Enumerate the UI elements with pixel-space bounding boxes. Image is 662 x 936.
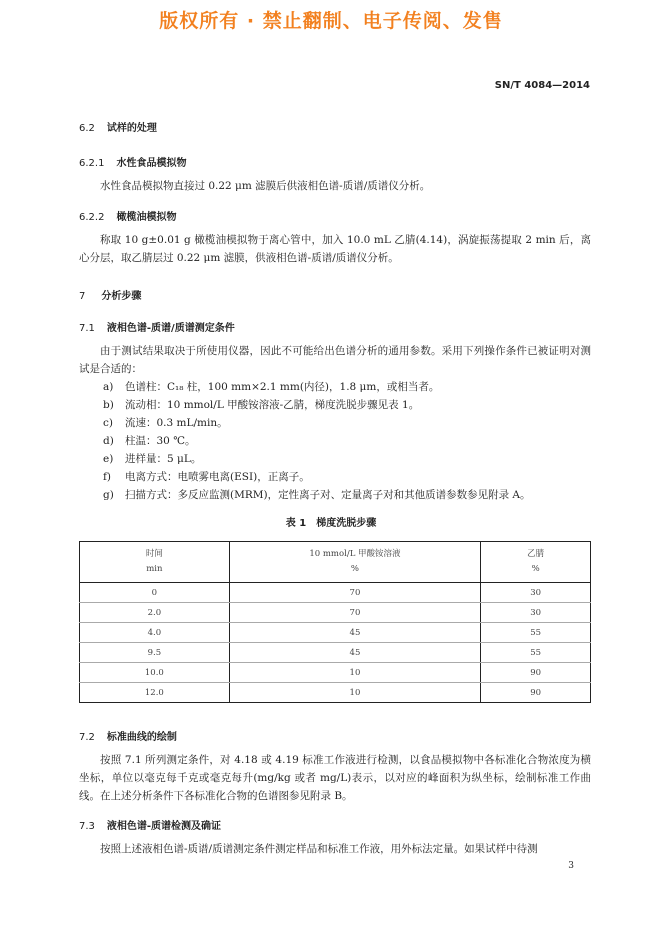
section-6-2-heading <box>79 119 157 134</box>
table-cell: 9.5 <box>80 643 230 663</box>
section-number: 6.2 <box>79 123 95 134</box>
table-cell: 90 <box>481 683 591 703</box>
list-text: 流速：0.3 mL/min。 <box>125 417 228 429</box>
table-cell: 30 <box>481 583 591 603</box>
table-cell: 45 <box>229 623 481 643</box>
table-row <box>80 683 591 703</box>
list-marker: f) <box>103 471 111 483</box>
section-title: 水性食品模拟物 <box>116 158 187 169</box>
section-7-3-heading <box>79 817 221 832</box>
table-cell: 10 <box>229 663 481 683</box>
section-6-2-2-text: 称取 10 g±0.01 g 橄榄油模拟物于离心管中，加入 10.0 mL 乙腈(4.14)，涡旋振荡提取 2 min 后，离心分层，取乙腈层过 0.22 μm 滤膜，供液相色谱-质谱/质谱仪分析。 <box>79 234 591 264</box>
header-unit: % <box>531 564 540 574</box>
section-7-2-text: 按照 7.1 所列测定条件，对 4.18 或 4.19 标准工作液进行检测，以食品模拟物中各标准化合物浓度为横坐标，单位以毫克每千克或毫克每升(mg/kg 或者 mg/L)表示，以对应的峰面积为纵坐标，绘制标准工作曲线。在上述分析条件下各标准化合物的色谱图参见附录 B。 <box>79 754 591 802</box>
table-cell: 45 <box>229 643 481 663</box>
section-number: 6.2.2 <box>79 212 105 223</box>
table-cell: 55 <box>481 643 591 663</box>
table-row <box>80 603 591 623</box>
list-marker: b) <box>103 399 114 411</box>
table-cell: 0 <box>80 583 230 603</box>
list-marker: e) <box>103 453 114 465</box>
header-name: 10 mmol/L 甲酸铵溶液 <box>309 549 401 559</box>
section-title: 液相色谱-质谱/质谱测定条件 <box>106 323 235 334</box>
table-cell: 4.0 <box>80 623 230 643</box>
table-cell: 10 <box>229 683 481 703</box>
list-text: 进样量：5 μL。 <box>125 453 202 465</box>
list-marker: c) <box>103 417 113 429</box>
table-cell: 70 <box>229 603 481 623</box>
section-title: 橄榄油模拟物 <box>116 212 177 223</box>
list-text: 流动相：10 mmol/L 甲酸铵溶液-乙腈，梯度洗脱步骤见表 1。 <box>125 399 420 411</box>
section-7-heading <box>79 287 141 302</box>
table-caption: 表 1 梯度洗脱步骤 <box>285 518 377 529</box>
section-number: 6.2.1 <box>79 158 105 169</box>
table-row <box>80 663 591 683</box>
header-time <box>80 542 230 583</box>
section-number: 7.1 <box>79 323 95 334</box>
list-item <box>103 378 439 396</box>
list-item <box>103 396 419 414</box>
table-row <box>80 643 591 663</box>
section-number: 7 <box>79 291 86 302</box>
section-6-2-1-heading <box>79 154 186 169</box>
table-cell: 10.0 <box>80 663 230 683</box>
table-cell: 55 <box>481 623 591 643</box>
header-ammonium-formate <box>229 542 481 583</box>
table-header-row <box>80 542 591 583</box>
page-number: 3 <box>568 861 574 871</box>
list-item <box>103 486 531 504</box>
table-cell: 70 <box>229 583 481 603</box>
section-7-1-heading <box>79 319 235 334</box>
section-title: 标准曲线的绘制 <box>106 732 177 743</box>
section-6-2-1-text: 水性食品模拟物直接过 0.22 μm 滤膜后供液相色谱-质谱/质谱仪分析。 <box>100 180 431 192</box>
header-name: 乙腈 <box>527 549 545 559</box>
list-text: 柱温：30 ℃。 <box>125 435 196 447</box>
list-marker: d) <box>103 435 114 447</box>
table-row <box>80 583 591 603</box>
list-item <box>103 468 310 486</box>
list-item <box>103 450 201 468</box>
list-marker: g) <box>103 489 114 501</box>
table-cell: 30 <box>481 603 591 623</box>
list-text: 电离方式：电喷雾电离(ESI)，正离子。 <box>125 471 310 483</box>
section-title: 分析步骤 <box>101 291 142 302</box>
section-7-3-text: 按照上述液相色谱-质谱/质谱测定条件测定样品和标准工作液，用外标法定量。如果试样中待测 <box>100 843 538 855</box>
header-unit: % <box>350 564 359 574</box>
section-6-2-2-heading <box>79 208 176 223</box>
header-name: 时间 <box>145 549 163 559</box>
section-title: 试样的处理 <box>106 123 157 134</box>
list-item <box>103 432 195 450</box>
section-number: 7.3 <box>79 821 95 832</box>
gradient-table <box>79 541 591 703</box>
list-text: 扫描方式：多反应监测(MRM)，定性离子对、定量离子对和其他质谱参数参见附录 A。 <box>125 489 531 501</box>
section-title: 液相色谱-质谱检测及确证 <box>106 821 222 832</box>
table-cell: 12.0 <box>80 683 230 703</box>
standard-number: SN/T 4084—2014 <box>494 80 590 91</box>
list-marker: a) <box>103 381 114 393</box>
table-cell: 2.0 <box>80 603 230 623</box>
header-unit: min <box>146 564 163 574</box>
table-row <box>80 623 591 643</box>
section-7-1-text: 由于测试结果取决于所使用仪器，因此不可能给出色谱分析的通用参数。采用下列操作条件已被证明对测试是合适的： <box>79 345 591 375</box>
list-item <box>103 414 228 432</box>
header-acetonitrile <box>481 542 591 583</box>
list-text: 色谱柱：C₁₈ 柱，100 mm×2.1 mm(内径)，1.8 μm，或相当者。 <box>125 381 440 393</box>
section-7-2-heading <box>79 728 177 743</box>
table-cell: 90 <box>481 663 591 683</box>
section-number: 7.2 <box>79 732 95 743</box>
watermark: 版权所有 · 禁止翻制、电子传阅、发售 <box>159 10 503 32</box>
